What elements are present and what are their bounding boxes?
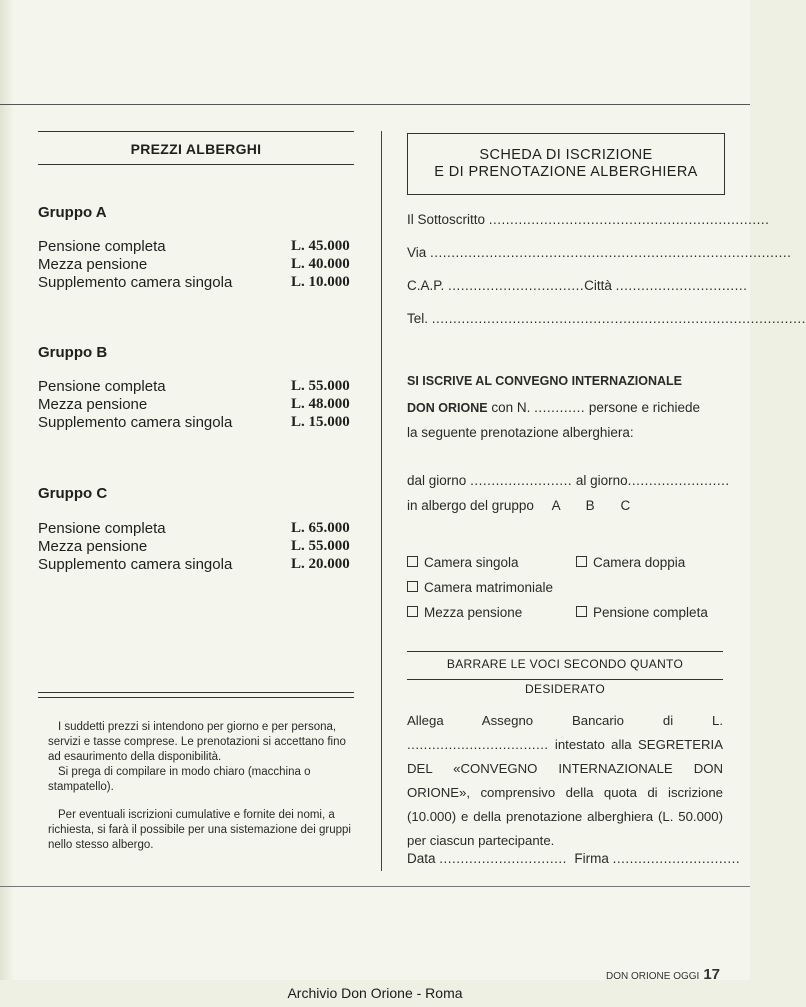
- price-value: L. 48.000: [291, 396, 350, 412]
- sottoscritto-field[interactable]: Il Sottoscritto ..................................................................: [407, 212, 770, 227]
- barrare-instruction: BARRARE LE VOCI SECONDO QUANTO DESIDERATO: [407, 651, 723, 680]
- page-number: 17: [703, 966, 721, 983]
- note-compile: Si prega di compilare in modo chiaro (macchina o stampatello).: [48, 766, 311, 793]
- group-option-b[interactable]: B: [585, 498, 595, 513]
- group-title: Gruppo A: [38, 204, 107, 221]
- checkbox-camera-doppia[interactable]: Camera doppia: [576, 555, 685, 570]
- prices-title: PREZZI ALBERGHI: [130, 141, 262, 157]
- notes-rule-top: [38, 692, 354, 693]
- archive-caption: Archivio Don Orione - Roma: [287, 985, 463, 1001]
- notes-rule-bottom: [38, 697, 354, 698]
- checkbox-camera-matrimoniale[interactable]: Camera matrimoniale: [407, 580, 553, 595]
- top-rule: [0, 104, 750, 105]
- price-value: L. 65.000: [291, 520, 350, 536]
- price-row: [38, 256, 354, 274]
- checkbox-icon: [407, 556, 418, 567]
- group-b: [38, 344, 354, 361]
- form-title-line2: E DI PRENOTAZIONE ALBERGHIERA: [434, 164, 698, 180]
- page-edge: [0, 0, 14, 980]
- field-label: dal giorno: [407, 473, 467, 488]
- field-label: Il Sottoscritto: [407, 212, 486, 227]
- data-firma-field[interactable]: Data .............................. Firma ..............................: [407, 851, 741, 866]
- checkbox-icon: [576, 606, 587, 617]
- price-value: L. 40.000: [291, 256, 350, 272]
- field-label: Tel.: [407, 311, 429, 326]
- checkbox-mezza-pensione[interactable]: Mezza pensione: [407, 605, 522, 620]
- iscrive-line3: la seguente prenotazione alberghiera:: [407, 425, 634, 440]
- price-label: Supplemento camera singola: [38, 414, 233, 431]
- price-value: L. 55.000: [291, 538, 350, 554]
- price-value: L. 20.000: [291, 556, 350, 572]
- tel-field[interactable]: Tel. ........................................................................................: [407, 311, 806, 326]
- field-label: Data: [407, 851, 436, 866]
- price-row: [38, 396, 354, 414]
- title-rule-bottom: [38, 164, 354, 165]
- title-rule-top: [38, 131, 354, 132]
- checkbox-icon: [407, 606, 418, 617]
- price-label: Pensione completa: [38, 520, 166, 537]
- checkbox-pensione-completa[interactable]: Pensione completa: [576, 605, 708, 620]
- field-label: C.A.P.: [407, 278, 445, 293]
- amount-field[interactable]: ..................................: [407, 737, 549, 752]
- group-title: Gruppo C: [38, 485, 108, 502]
- price-row: [38, 556, 354, 574]
- group-choice: in albergo del gruppo A B C: [407, 498, 631, 513]
- price-label: Supplemento camera singola: [38, 556, 233, 573]
- note-groups: Per eventuali iscrizioni cumulative e fornite dei nomi, a richiesta, si farà il possibile per una sistemazione dei gruppi nello stesso albergo.: [48, 809, 351, 851]
- magazine-name: DON ORIONE OGGI: [606, 971, 700, 982]
- note-prices: I suddetti prezzi si intendono per giorno e per persona, servizi e tasse comprese. Le prenotazioni si accettano fino ad esaurimento della disponibilità.: [48, 721, 346, 763]
- price-label: Pensione completa: [38, 378, 166, 395]
- group-option-c[interactable]: C: [620, 498, 631, 513]
- price-label: Mezza pensione: [38, 538, 148, 555]
- price-value: L. 45.000: [291, 238, 350, 254]
- iscrive-line1: SI ISCRIVE AL CONVEGNO INTERNAZIONALE: [407, 374, 683, 388]
- field-label: al giorno: [575, 473, 628, 488]
- persons-count-field[interactable]: ............: [534, 400, 586, 415]
- price-row: [38, 520, 354, 538]
- column-divider: [381, 131, 382, 871]
- form-header-box: [407, 133, 725, 195]
- checkbox-icon: [576, 556, 587, 567]
- payment-paragraph: Allega Assegno Bancario di L. .................................. intestato alla SEGRETERIA DEL «CONVEGNO INTERNAZIONALE DON ORIONE», comprensivo della quota di iscrizione (10.000) e della prenotazione alberghiera (L. 50.000) per ciascun partecipante.: [407, 713, 723, 848]
- price-label: Supplemento camera singola: [38, 274, 233, 291]
- field-label: Città: [584, 278, 612, 293]
- price-value: L. 10.000: [291, 274, 350, 290]
- checkbox-camera-singola[interactable]: Camera singola: [407, 555, 519, 570]
- price-row: [38, 378, 354, 396]
- form-title-line1: SCHEDA DI ISCRIZIONE: [479, 147, 653, 163]
- notes: [48, 720, 356, 853]
- cap-citta-field[interactable]: C.A.P. ................................Città ...............................: [407, 278, 748, 293]
- group-option-a[interactable]: A: [551, 498, 560, 513]
- price-label: Mezza pensione: [38, 256, 148, 273]
- date-range-field[interactable]: dal giorno ........................ al giorno........................: [407, 473, 730, 488]
- checkbox-icon: [407, 581, 418, 592]
- page-footer: [606, 966, 720, 983]
- via-field[interactable]: Via .....................................................................................: [407, 245, 792, 260]
- field-label: Firma: [574, 851, 609, 866]
- price-label: Mezza pensione: [38, 396, 148, 413]
- price-row: [38, 414, 354, 432]
- group-c: [38, 485, 354, 502]
- price-label: Pensione completa: [38, 238, 166, 255]
- field-label: Via: [407, 245, 427, 260]
- bottom-rule: [0, 886, 750, 887]
- price-row: [38, 274, 354, 292]
- price-value: L. 55.000: [291, 378, 350, 394]
- price-value: L. 15.000: [291, 414, 350, 430]
- price-row: [38, 238, 354, 256]
- iscrive-line2: DON ORIONE con N. ............ persone e richiede: [407, 400, 700, 415]
- price-row: [38, 538, 354, 556]
- group-title: Gruppo B: [38, 344, 108, 361]
- group-a: [38, 204, 354, 221]
